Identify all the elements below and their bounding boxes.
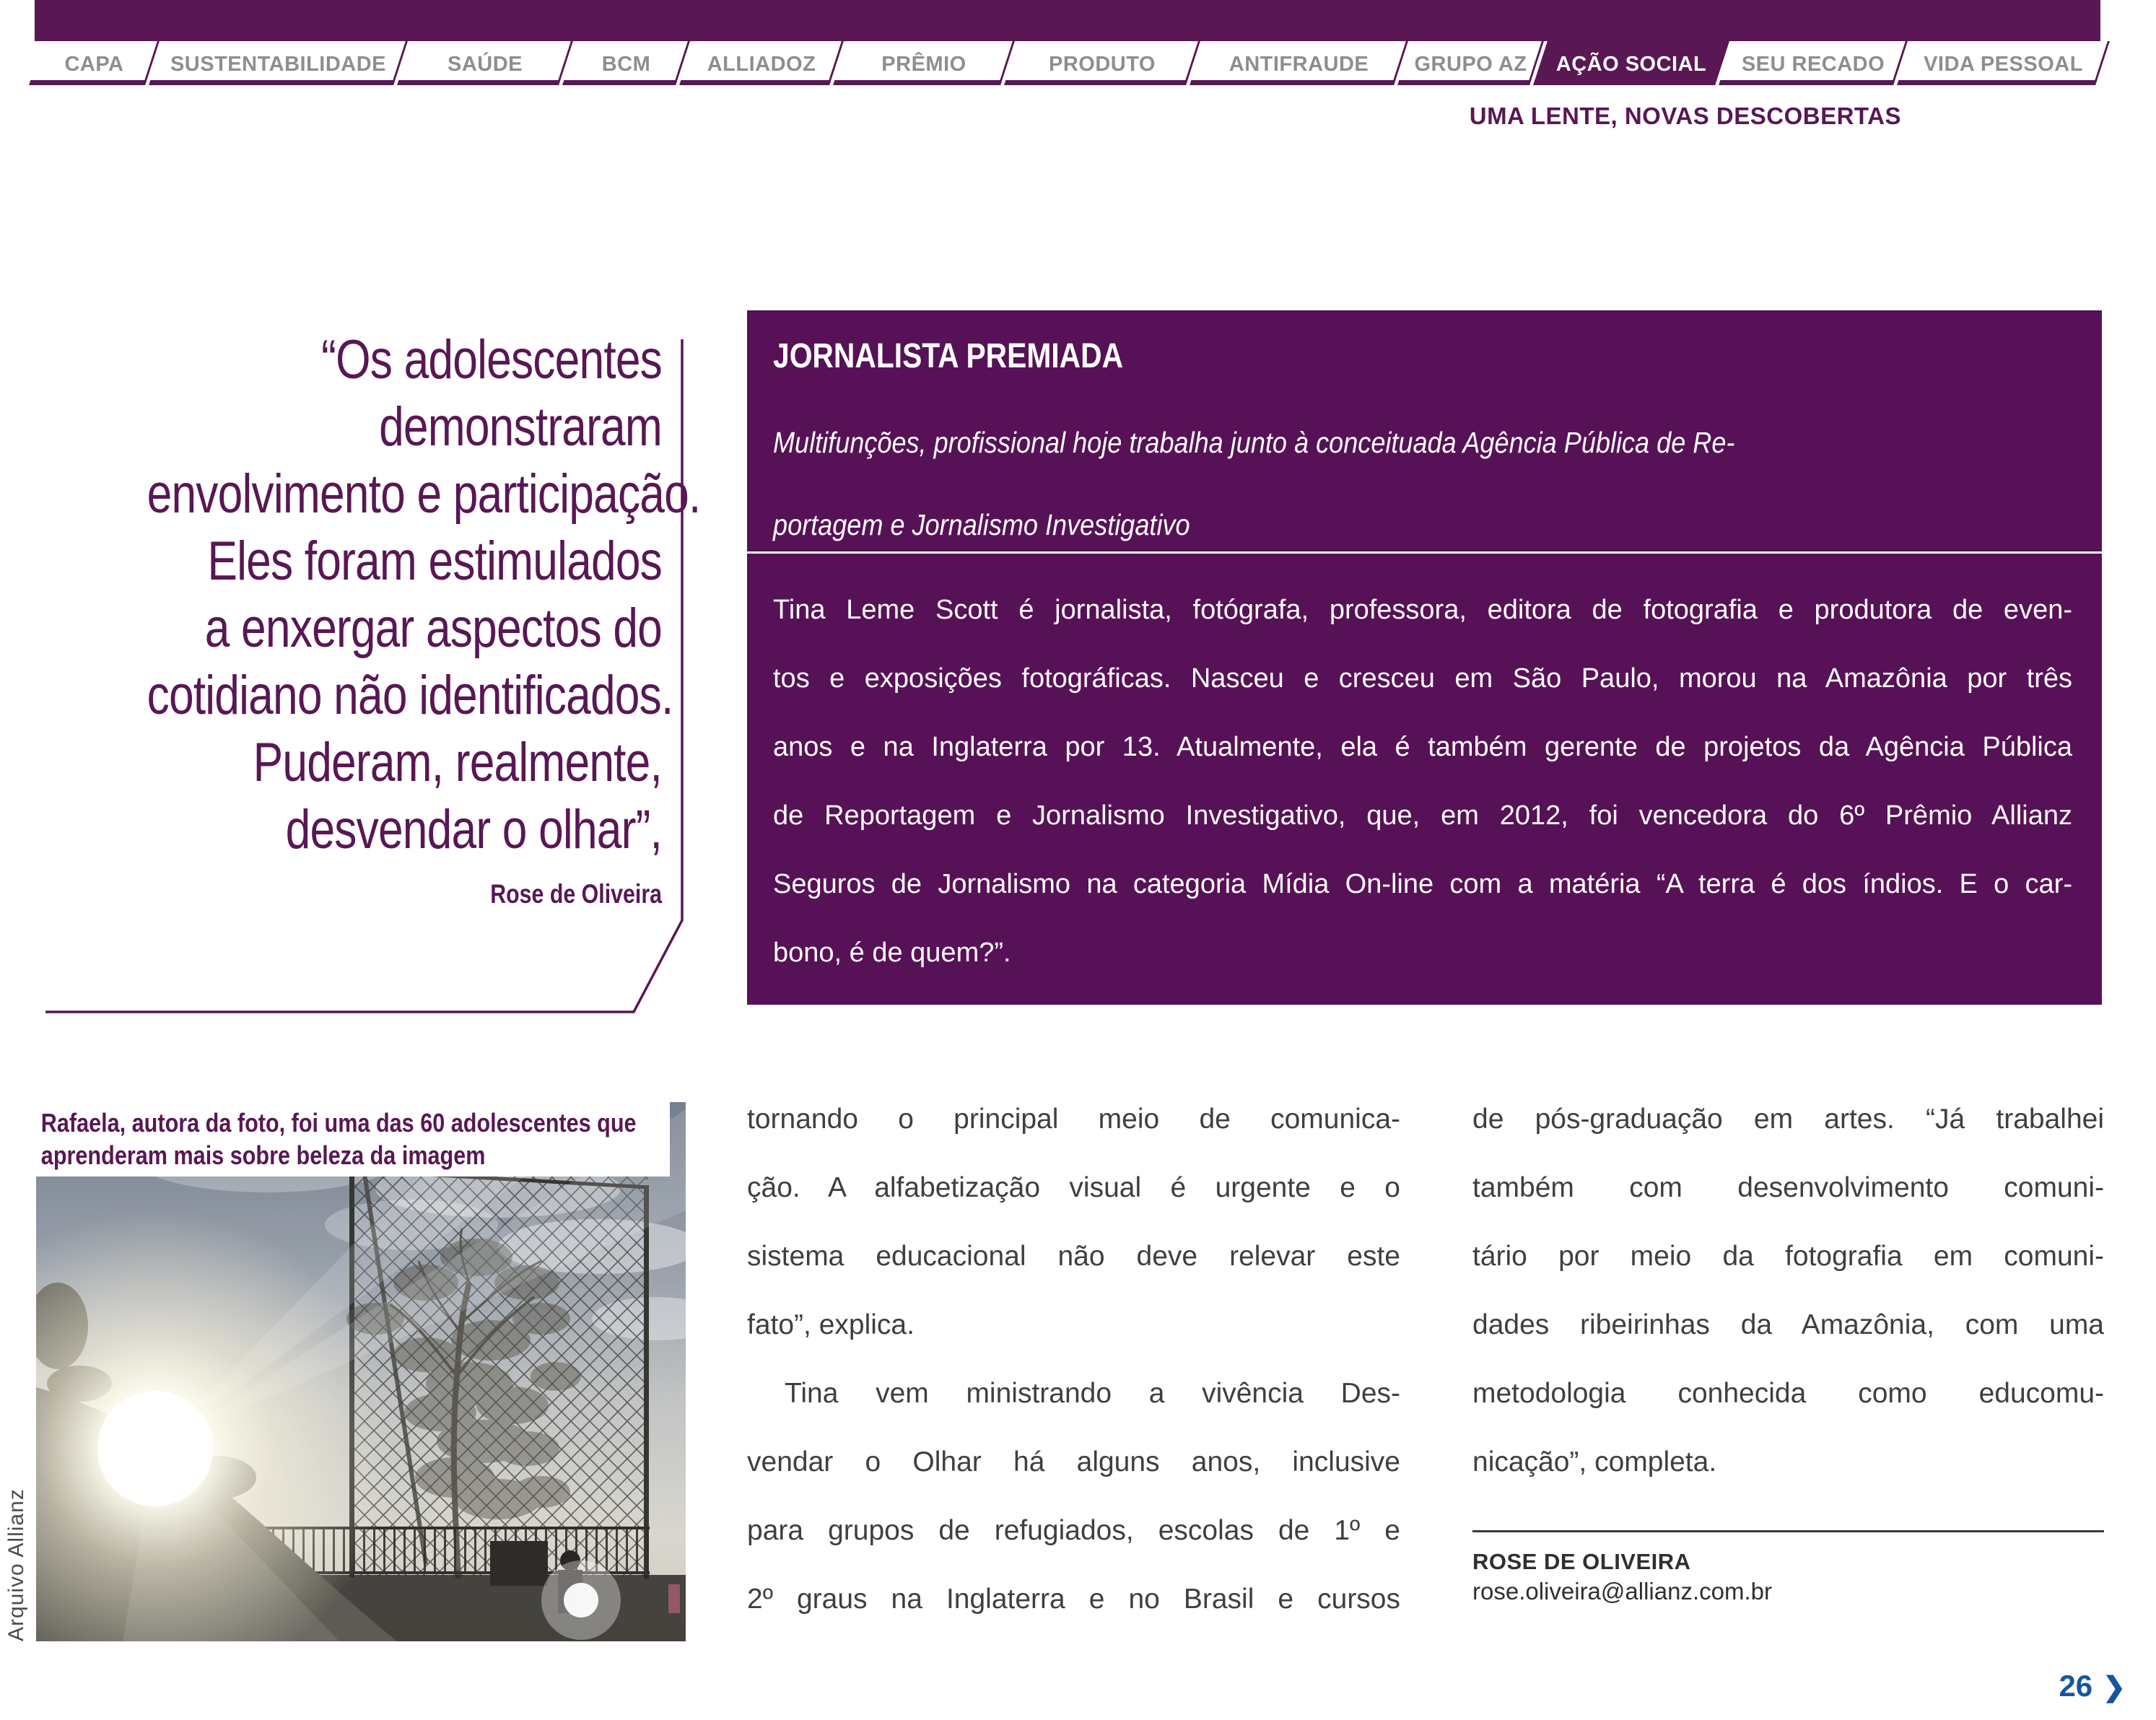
article-column-1 xyxy=(747,1085,1400,1633)
tab-pr-mio[interactable] xyxy=(840,41,1008,85)
feature-body-line: Tina Leme Scott é jornalista, fotógrafa, professora, editora de fotografia e produtora de even- xyxy=(773,595,2072,625)
article-line: 2º graus na Inglaterra e no Brasil e cursos xyxy=(747,1584,1400,1615)
feature-body xyxy=(773,576,2072,987)
top-accent-bar xyxy=(35,0,2100,41)
byline-email[interactable]: rose.oliveira@allianz.com.br xyxy=(1472,1578,1772,1605)
tab-produto[interactable] xyxy=(1011,41,1193,85)
feature-box xyxy=(747,310,2102,1005)
pullquote-line: envolvimento e participação. xyxy=(147,463,701,525)
pullquote-lines xyxy=(147,326,701,863)
pullquote-line: Puderam, realmente, xyxy=(253,732,662,793)
article-line: tornando o principal meio de comunica- xyxy=(747,1104,1400,1135)
photo-caption-line: Rafaela, autora da foto, foi uma das 60 adolescentes que xyxy=(40,1108,637,1138)
tab-sa-de[interactable] xyxy=(404,41,566,85)
article-line: nicação”, completa. xyxy=(1472,1446,1717,1477)
tab-label: SUSTENTABILIDADE xyxy=(170,53,387,76)
tab-a-o-social[interactable] xyxy=(1540,41,1722,85)
article-line: metodologia conhecida como educomu- xyxy=(1472,1378,2104,1409)
pullquote-line: Eles foram estimulados xyxy=(207,531,662,592)
photo-caption-line: aprenderam mais sobre beleza da imagem xyxy=(40,1140,486,1170)
next-page-icon: ❯ xyxy=(2103,1672,2126,1703)
article-line: Tina vem ministrando a vivência Des- xyxy=(785,1378,1400,1409)
tab-label: PRÊMIO xyxy=(881,53,966,76)
feature-subtitle-line: Multifunções, profissional hoje trabalha junto à conceituada Agência Pública de Re- xyxy=(773,426,1735,459)
article-line: ção. A alfabetização visual é urgente e o xyxy=(747,1172,1400,1203)
feature-body-line: anos e na Inglaterra por 13. Atualmente, ela é também gerente de projetos da Agência Pública xyxy=(773,732,2072,762)
article-line: fato”, explica. xyxy=(747,1309,915,1340)
tab-alliadoz[interactable] xyxy=(686,41,837,85)
feature-subtitle xyxy=(773,401,1734,566)
feature-subtitle-line: portagem e Jornalismo Investigativo xyxy=(773,508,1190,541)
tab-vida-pessoal[interactable] xyxy=(1904,41,2103,85)
feature-separator xyxy=(747,551,2102,554)
page-navigation[interactable] xyxy=(2021,1669,2126,1703)
pullquote-line: “Os adolescentes xyxy=(321,329,662,390)
article-line: tário por meio da fotografia em comuni- xyxy=(1472,1241,2104,1272)
feature-body-line: bono, é de quem?”. xyxy=(773,938,1011,968)
photo-credit: Arquivo Allianz xyxy=(4,1488,28,1641)
article-line: dades ribeirinhas da Amazônia, com uma xyxy=(1472,1309,2104,1340)
section-label: UMA LENTE, NOVAS DESCOBERTAS xyxy=(1469,102,1901,129)
feature-body-line: Seguros de Jornalismo na categoria Mídia On-line com a matéria “A terra é dos índios. E o car- xyxy=(773,869,2072,899)
tab-label: AÇÃO SOCIAL xyxy=(1555,53,1707,76)
tab-grupo-az[interactable] xyxy=(1405,41,1537,85)
tab-bcm[interactable] xyxy=(569,41,683,85)
tab-label: BCM xyxy=(601,53,651,76)
feature-title: JORNALISTA PREMIADA xyxy=(773,337,1124,375)
tab-label: GRUPO AZ xyxy=(1414,53,1527,76)
pullquote-line: cotidiano não identificados. xyxy=(147,665,673,726)
article-line: sistema educacional não deve relevar este xyxy=(747,1241,1400,1272)
byline-divider xyxy=(1472,1530,2104,1532)
tab-sustentabilidade[interactable] xyxy=(156,41,401,85)
pullquote-attribution: Rose de Oliveira xyxy=(490,879,662,909)
pullquote xyxy=(147,326,701,909)
article-column-2 xyxy=(1472,1085,2104,1496)
article-line: para grupos de refugiados, escolas de 1º e xyxy=(747,1515,1400,1546)
tab-seu-recado[interactable] xyxy=(1726,41,1900,85)
tab-antifraude[interactable] xyxy=(1197,41,1401,85)
feature-body-line: tos e exposições fotográficas. Nasceu e cresceu em São Paulo, morou na Amazônia por três xyxy=(773,663,2072,694)
photo-caption xyxy=(36,1102,670,1177)
article-photo xyxy=(36,1102,686,1641)
tab-bar xyxy=(36,41,2103,85)
pullquote-line: demonstraram xyxy=(379,396,662,458)
byline-name: ROSE DE OLIVEIRA xyxy=(1472,1549,1691,1574)
article-line: de pós-graduação em artes. “Já trabalhei xyxy=(1472,1104,2104,1135)
tab-label: VIDA PESSOAL xyxy=(1924,53,2083,76)
tab-label: SEU RECADO xyxy=(1741,53,1885,76)
pullquote-line: desvendar o olhar”, xyxy=(285,799,662,860)
tab-label: SAÚDE xyxy=(447,53,523,76)
page-number: 26 xyxy=(2059,1669,2093,1703)
feature-body-line: de Reportagem e Jornalismo Investigativo, que, em 2012, foi vencedora do 6º Prêmio Allianz xyxy=(773,800,2072,831)
photo-scene xyxy=(36,1102,686,1641)
tab-label: ANTIFRAUDE xyxy=(1228,53,1369,76)
article-line: também com desenvolvimento comuni- xyxy=(1472,1172,2104,1203)
article-line: vendar o Olhar há alguns anos, inclusive xyxy=(747,1446,1400,1477)
pullquote-line: a enxergar aspectos do xyxy=(204,598,662,659)
tab-label: CAPA xyxy=(64,53,124,76)
photo-caption-lines xyxy=(36,1102,637,1171)
tab-label: ALLIADOZ xyxy=(707,53,816,76)
tab-label: PRODUTO xyxy=(1049,53,1156,76)
tab-capa[interactable] xyxy=(36,41,152,85)
